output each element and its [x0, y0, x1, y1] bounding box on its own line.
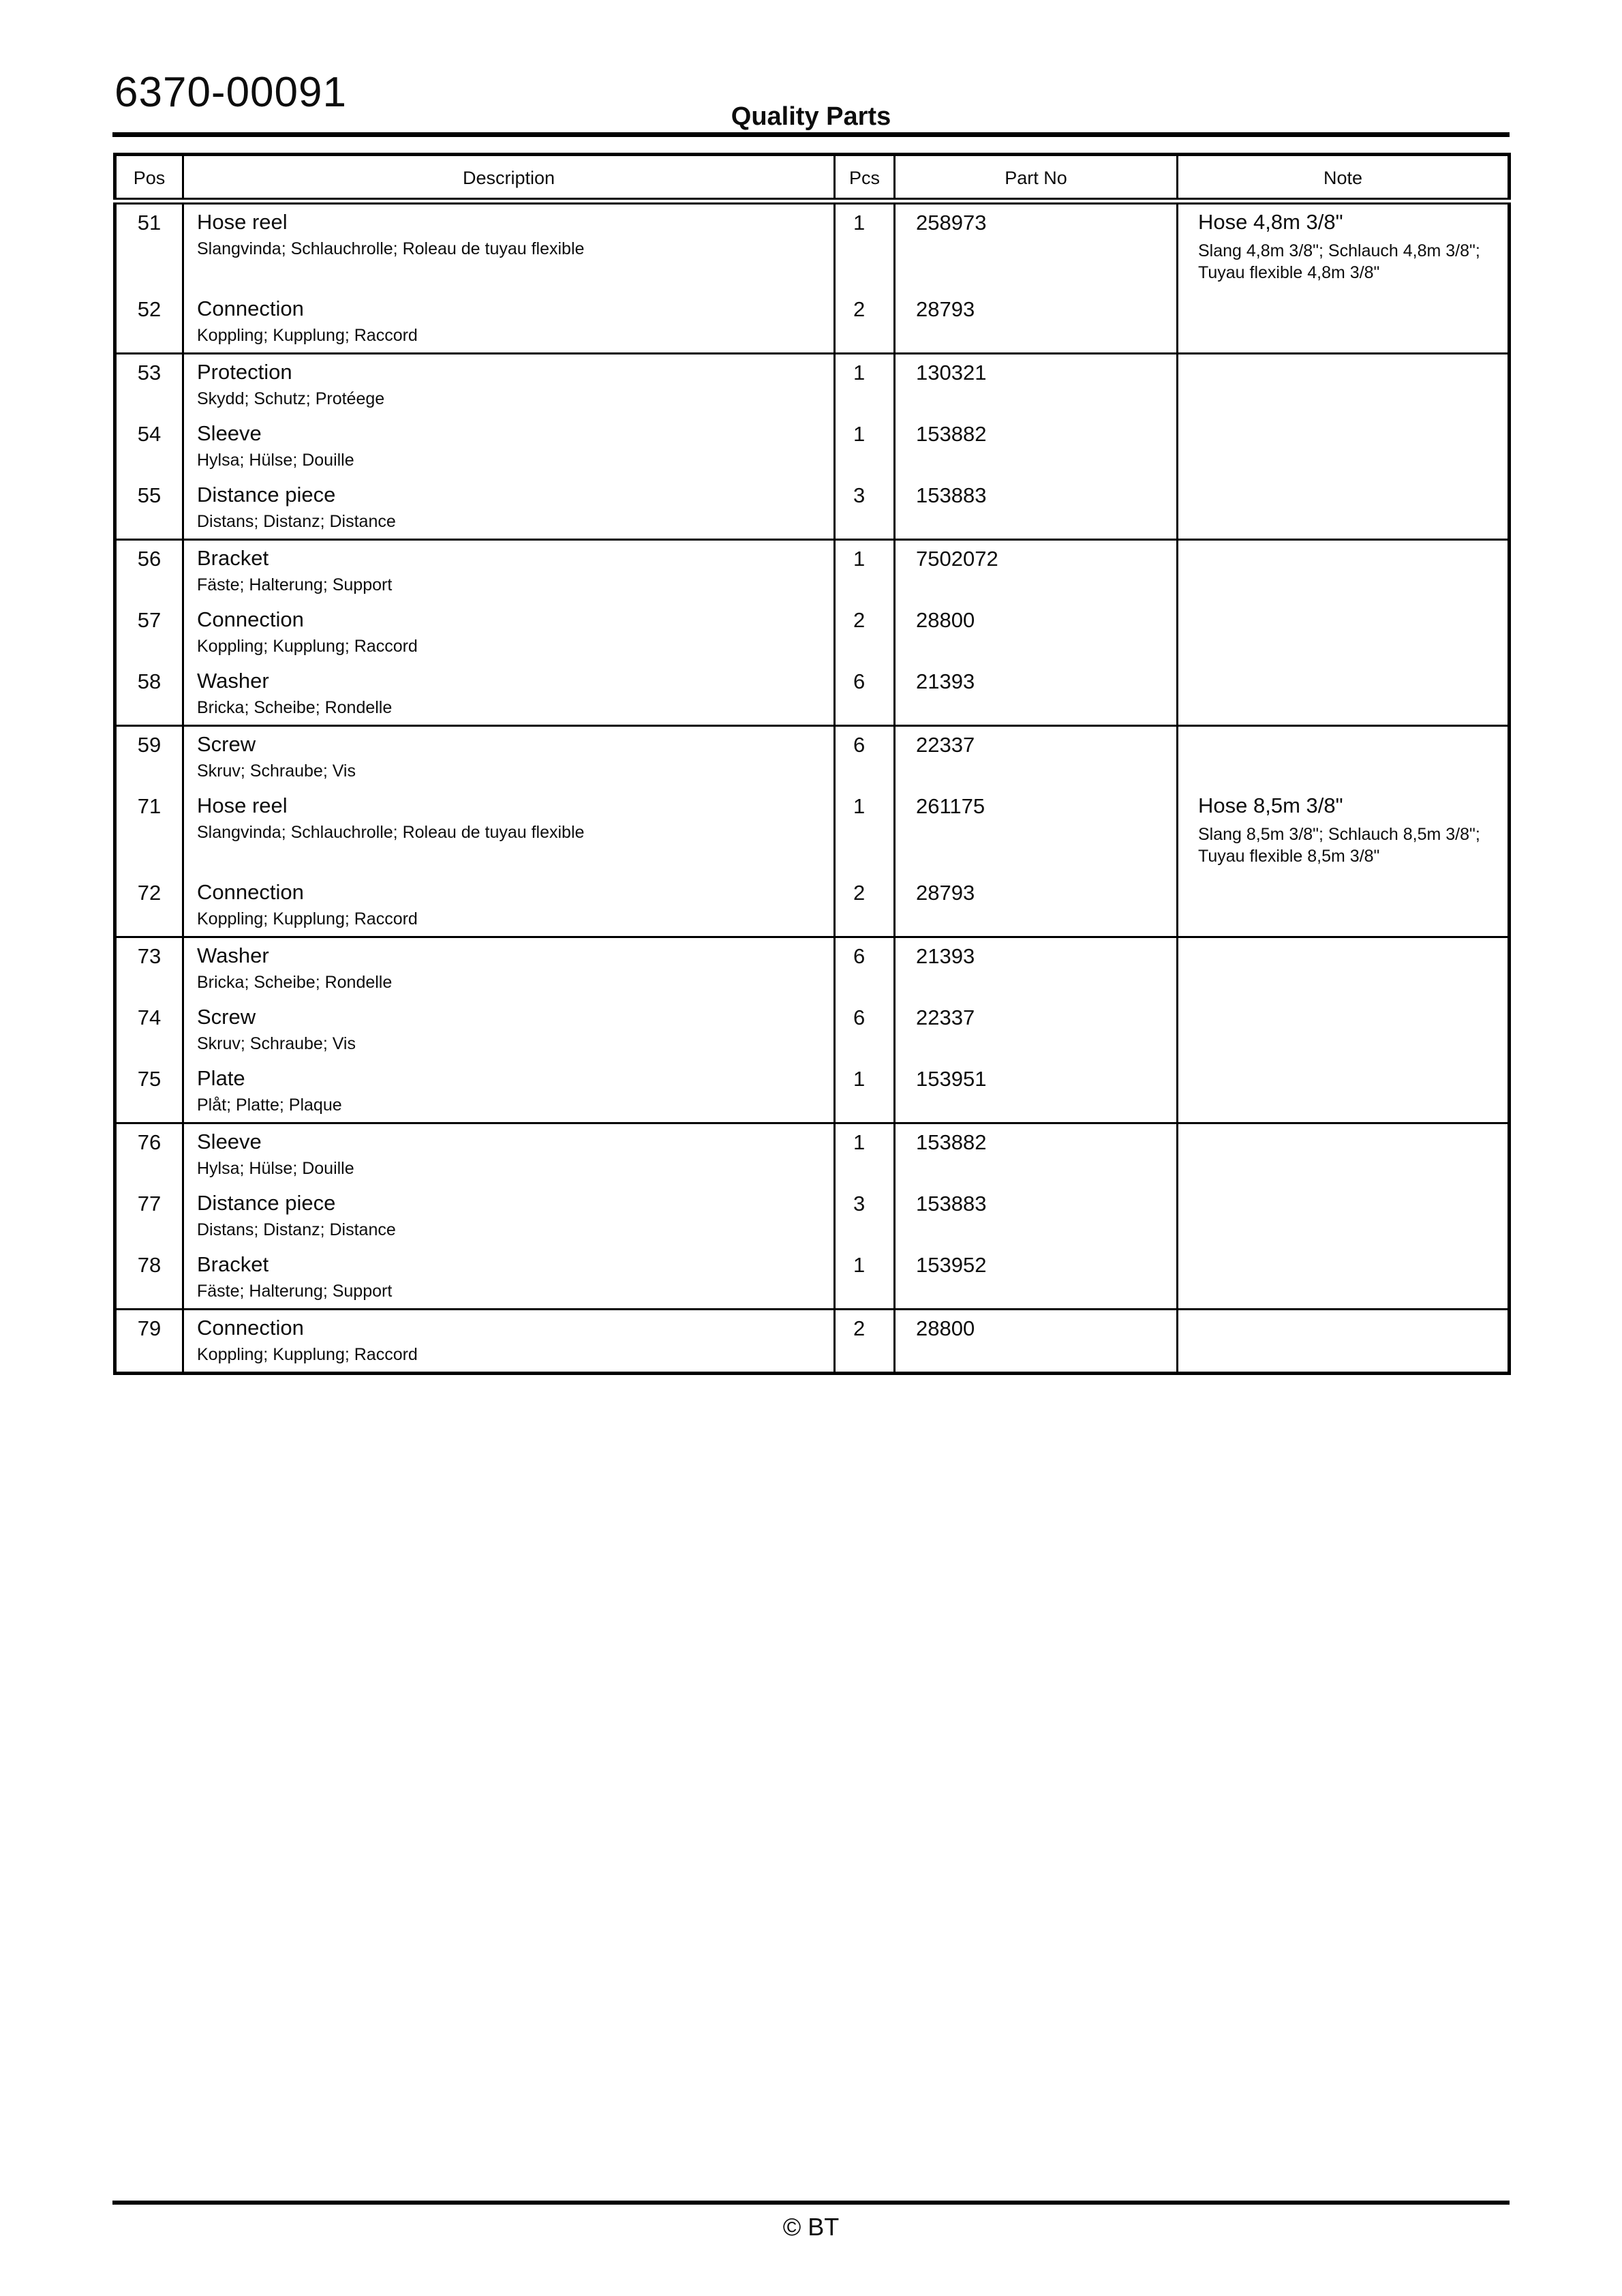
note-cell — [1178, 1310, 1510, 1374]
part-no-cell: 153883 — [895, 1185, 1178, 1247]
note-main: Hose 8,5m 3/8" — [1198, 794, 1343, 817]
note-cell — [1178, 1123, 1510, 1186]
description-sub: Hylsa; Hülse; Douille — [197, 1159, 354, 1178]
pos-cell: 55 — [115, 477, 183, 540]
note-cell — [1178, 1185, 1510, 1247]
pos-cell: 56 — [115, 540, 183, 603]
pcs-cell: 1 — [835, 1123, 895, 1186]
footer-rule — [112, 2201, 1510, 2205]
description-cell — [183, 1185, 835, 1247]
description-sub: Bricka; Scheibe; Rondelle — [197, 698, 393, 717]
pos-cell: 51 — [115, 201, 183, 291]
description-main: Connection — [197, 607, 304, 631]
description-sub: Fäste; Halterung; Support — [197, 1282, 393, 1301]
note-cell — [1178, 416, 1510, 477]
table-row — [115, 540, 1510, 603]
description-main: Screw — [197, 732, 256, 756]
pos-cell: 71 — [115, 788, 183, 875]
note-cell — [1178, 291, 1510, 354]
table-row — [115, 875, 1510, 937]
description-cell — [183, 1310, 835, 1374]
description-cell — [183, 354, 835, 417]
table-row — [115, 1061, 1510, 1123]
pcs-cell: 1 — [835, 354, 895, 417]
note-cell — [1178, 875, 1510, 937]
description-main: Washer — [197, 669, 269, 693]
table-row — [115, 1310, 1510, 1374]
description-sub: Skruv; Schraube; Vis — [197, 1034, 356, 1053]
part-no-cell: 22337 — [895, 999, 1178, 1061]
description-cell — [183, 477, 835, 540]
copyright-text: © BT — [782, 2213, 840, 2241]
description-main: Bracket — [197, 546, 269, 570]
note-cell — [1178, 937, 1510, 1000]
row-group — [115, 1123, 1510, 1310]
pcs-cell: 1 — [835, 201, 895, 291]
pcs-cell: 6 — [835, 726, 895, 789]
pos-cell: 74 — [115, 999, 183, 1061]
pcs-cell: 1 — [835, 540, 895, 603]
column-header-note: Note — [1178, 155, 1510, 202]
pos-cell: 53 — [115, 354, 183, 417]
row-group — [115, 937, 1510, 1123]
description-sub: Distans; Distanz; Distance — [197, 512, 396, 531]
pos-cell: 54 — [115, 416, 183, 477]
description-main: Screw — [197, 1005, 256, 1029]
pcs-cell: 1 — [835, 788, 895, 875]
description-sub: Skruv; Schraube; Vis — [197, 761, 356, 781]
pos-cell: 59 — [115, 726, 183, 789]
table-row — [115, 663, 1510, 726]
description-sub: Plåt; Platte; Plaque — [197, 1096, 342, 1115]
pos-cell: 52 — [115, 291, 183, 354]
description-cell — [183, 788, 835, 875]
page-title: Quality Parts — [731, 102, 891, 131]
note-cell — [1178, 1247, 1510, 1310]
column-header-part-no: Part No — [895, 155, 1178, 202]
description-main: Hose reel — [197, 210, 288, 234]
part-no-cell: 28800 — [895, 602, 1178, 663]
part-no-cell: 153883 — [895, 477, 1178, 540]
row-group — [115, 726, 1510, 937]
pos-cell: 72 — [115, 875, 183, 937]
description-cell — [183, 663, 835, 726]
pos-cell: 73 — [115, 937, 183, 1000]
pcs-cell: 2 — [835, 1310, 895, 1374]
row-group — [115, 354, 1510, 540]
pos-cell: 58 — [115, 663, 183, 726]
table-row — [115, 788, 1510, 875]
note-cell — [1178, 477, 1510, 540]
pcs-cell: 6 — [835, 999, 895, 1061]
part-no-cell: 130321 — [895, 354, 1178, 417]
pcs-cell: 2 — [835, 602, 895, 663]
part-no-cell: 153882 — [895, 416, 1178, 477]
description-cell — [183, 416, 835, 477]
note-cell — [1178, 540, 1510, 603]
description-sub: Fäste; Halterung; Support — [197, 575, 393, 594]
description-main: Sleeve — [197, 1130, 262, 1153]
description-sub: Koppling; Kupplung; Raccord — [197, 326, 418, 345]
part-no-cell: 261175 — [895, 788, 1178, 875]
document-number: 6370-00091 — [114, 69, 347, 116]
description-sub: Slangvinda; Schlauchrolle; Roleau de tuyau flexible — [197, 823, 585, 842]
description-main: Distance piece — [197, 1191, 336, 1215]
description-cell — [183, 540, 835, 603]
pcs-cell: 6 — [835, 937, 895, 1000]
table-row — [115, 1185, 1510, 1247]
description-main: Connection — [197, 297, 304, 320]
pcs-cell: 1 — [835, 1061, 895, 1123]
part-no-cell: 28793 — [895, 875, 1178, 937]
part-no-cell: 21393 — [895, 663, 1178, 726]
part-no-cell: 28793 — [895, 291, 1178, 354]
parts-table — [113, 153, 1511, 1375]
header-rule — [112, 132, 1510, 137]
description-cell — [183, 291, 835, 354]
part-no-cell: 28800 — [895, 1310, 1178, 1374]
description-sub: Slangvinda; Schlauchrolle; Roleau de tuyau flexible — [197, 239, 585, 258]
description-cell — [183, 1247, 835, 1310]
note-main: Hose 4,8m 3/8" — [1198, 210, 1343, 234]
description-sub: Distans; Distanz; Distance — [197, 1220, 396, 1239]
description-sub: Bricka; Scheibe; Rondelle — [197, 973, 393, 992]
column-header-pos: Pos — [115, 155, 183, 202]
part-no-cell: 21393 — [895, 937, 1178, 1000]
description-main: Distance piece — [197, 483, 336, 507]
table-row — [115, 477, 1510, 540]
pos-cell: 79 — [115, 1310, 183, 1374]
description-main: Hose reel — [197, 794, 288, 817]
description-sub: Koppling; Kupplung; Raccord — [197, 909, 418, 928]
table-row — [115, 1123, 1510, 1186]
description-cell — [183, 1061, 835, 1123]
description-sub: Skydd; Schutz; Protéege — [197, 389, 385, 408]
pcs-cell: 3 — [835, 477, 895, 540]
description-main: Protection — [197, 360, 292, 384]
description-sub: Koppling; Kupplung; Raccord — [197, 637, 418, 656]
pos-cell: 57 — [115, 602, 183, 663]
description-main: Plate — [197, 1066, 245, 1090]
note-cell — [1178, 663, 1510, 726]
column-header-pcs: Pcs — [835, 155, 895, 202]
pos-cell: 75 — [115, 1061, 183, 1123]
part-no-cell: 22337 — [895, 726, 1178, 789]
table-row — [115, 999, 1510, 1061]
description-main: Connection — [197, 1316, 304, 1340]
table-row — [115, 602, 1510, 663]
pcs-cell: 1 — [835, 1247, 895, 1310]
part-no-cell: 258973 — [895, 201, 1178, 291]
row-group — [115, 201, 1510, 354]
note-cell — [1178, 788, 1510, 875]
description-cell — [183, 999, 835, 1061]
description-sub: Koppling; Kupplung; Raccord — [197, 1345, 418, 1364]
description-cell — [183, 937, 835, 1000]
table-row — [115, 416, 1510, 477]
pcs-cell: 1 — [835, 416, 895, 477]
note-sub: Slang 4,8m 3/8"; Schlauch 4,8m 3/8"; Tuyau flexible 4,8m 3/8" — [1198, 241, 1480, 282]
description-cell — [183, 201, 835, 291]
note-cell — [1178, 726, 1510, 789]
row-group — [115, 540, 1510, 726]
pcs-cell: 3 — [835, 1185, 895, 1247]
pcs-cell: 2 — [835, 291, 895, 354]
part-no-cell: 153951 — [895, 1061, 1178, 1123]
pcs-cell: 2 — [835, 875, 895, 937]
pos-cell: 76 — [115, 1123, 183, 1186]
part-no-cell: 153952 — [895, 1247, 1178, 1310]
description-main: Bracket — [197, 1252, 269, 1276]
description-sub: Hylsa; Hülse; Douille — [197, 451, 354, 470]
part-no-cell: 7502072 — [895, 540, 1178, 603]
row-group — [115, 1310, 1510, 1374]
pos-cell: 77 — [115, 1185, 183, 1247]
table-row — [115, 1247, 1510, 1310]
note-cell — [1178, 201, 1510, 291]
pos-cell: 78 — [115, 1247, 183, 1310]
note-cell — [1178, 999, 1510, 1061]
description-main: Sleeve — [197, 421, 262, 445]
note-sub: Slang 8,5m 3/8"; Schlauch 8,5m 3/8"; Tuyau flexible 8,5m 3/8" — [1198, 825, 1480, 866]
table-row — [115, 937, 1510, 1000]
part-no-cell: 153882 — [895, 1123, 1178, 1186]
table-row — [115, 201, 1510, 291]
note-cell — [1178, 354, 1510, 417]
column-header-description: Description — [183, 155, 835, 202]
table-row — [115, 354, 1510, 417]
description-cell — [183, 602, 835, 663]
description-cell — [183, 875, 835, 937]
description-main: Washer — [197, 943, 269, 967]
description-cell — [183, 1123, 835, 1186]
note-cell — [1178, 1061, 1510, 1123]
table-row — [115, 726, 1510, 789]
note-cell — [1178, 602, 1510, 663]
table-row — [115, 291, 1510, 354]
description-cell — [183, 726, 835, 789]
description-main: Connection — [197, 880, 304, 904]
pcs-cell: 6 — [835, 663, 895, 726]
table-header — [115, 155, 1510, 202]
